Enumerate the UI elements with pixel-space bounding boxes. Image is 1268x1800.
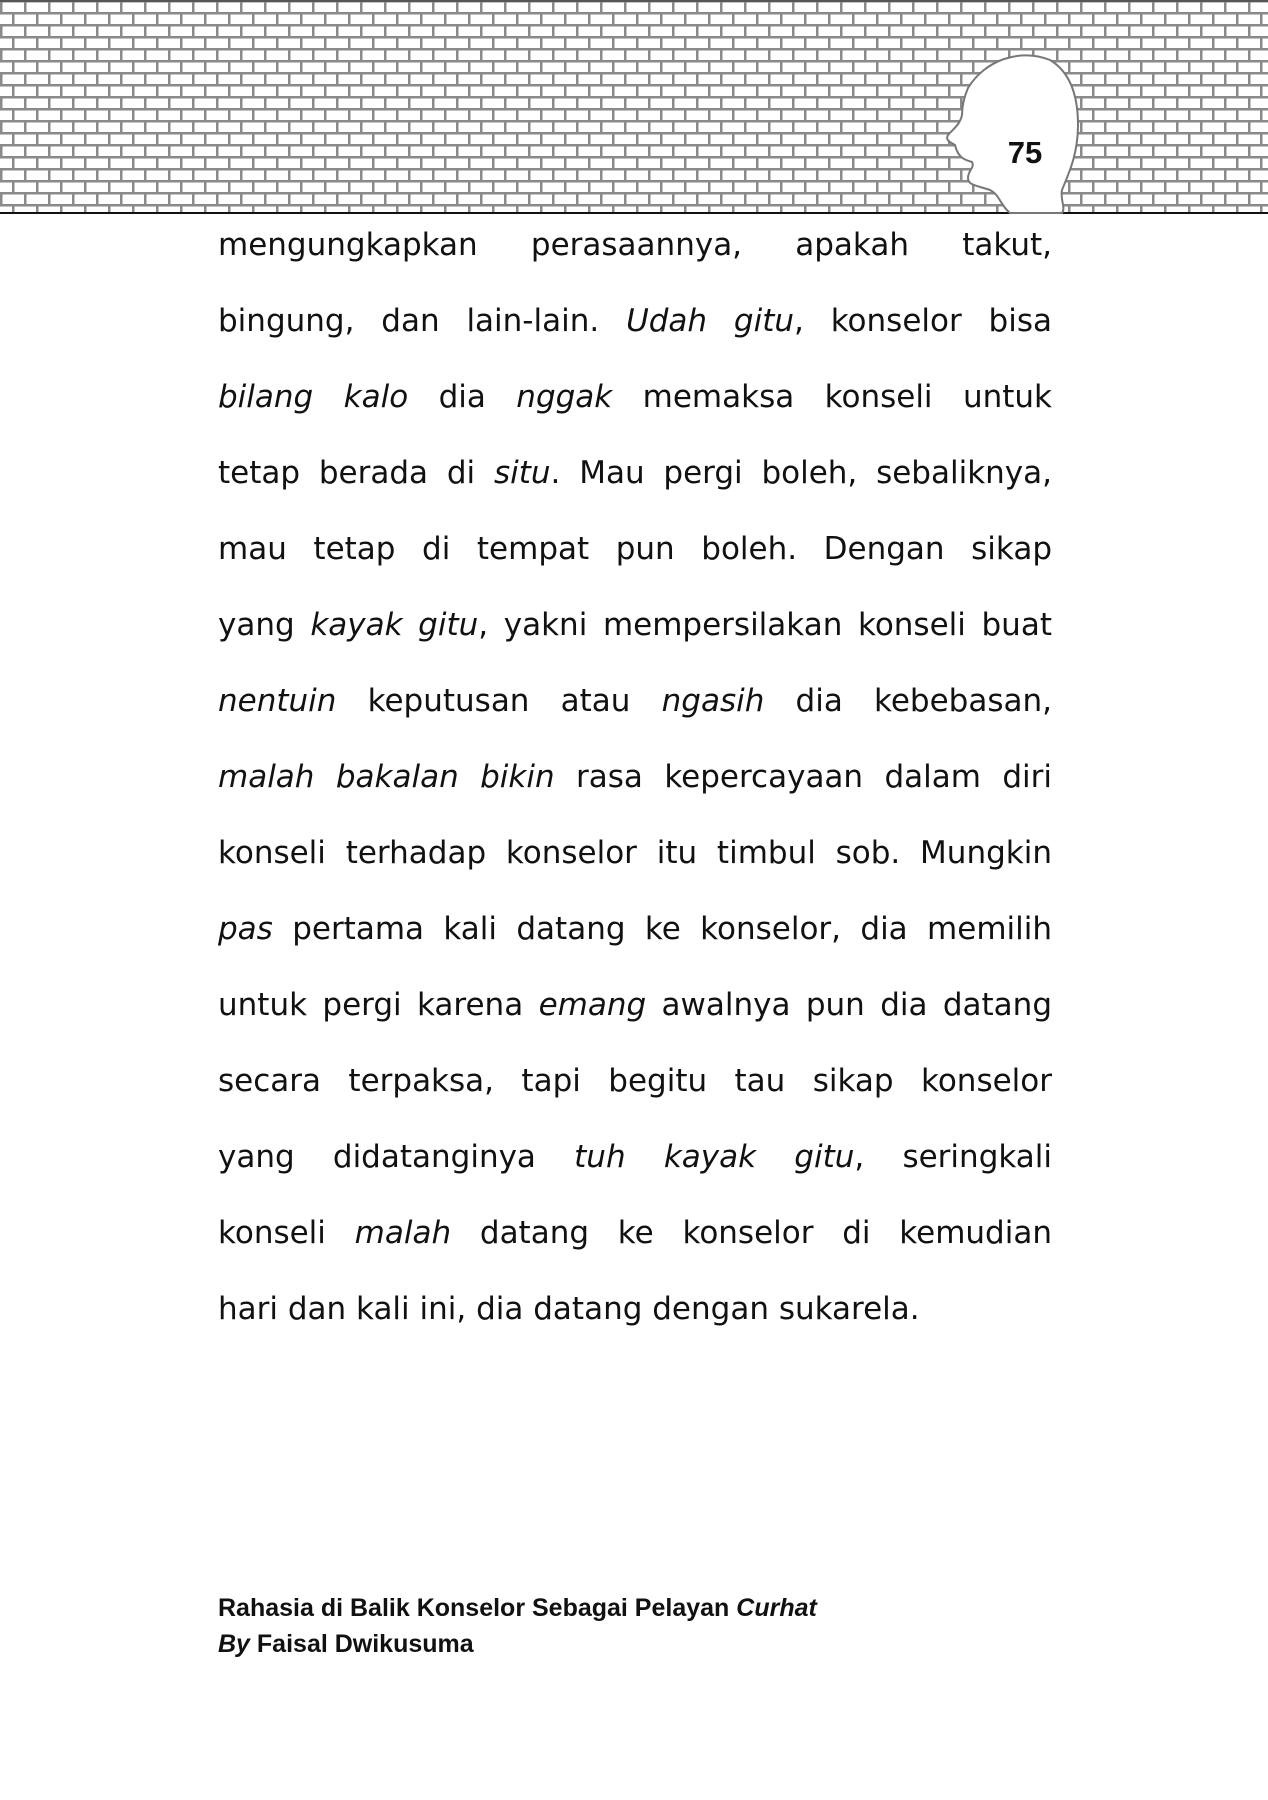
text-line [218,980,1052,1056]
text-segment: mau tetap di tempat pun boleh. Dengan sikap [218,531,1052,567]
text-segment: tetap berada di [218,455,494,491]
book-title-text: Rahasia di Balik Konselor Sebagai Pelayan [218,1594,737,1622]
text-segment: awalnya pun dia datang [646,987,1052,1023]
text-segment: secara terpaksa, tapi begitu tau sikap konselor [218,1063,1052,1099]
body-paragraph [218,220,1052,1360]
text-segment: bingung, dan lain-lain. [218,303,627,339]
text-segment: dia [408,379,517,415]
text-line [218,524,1052,600]
text-segment: datang ke konselor di kemudian [451,1215,1052,1251]
page-header [0,0,1268,215]
text-segment: . Mau pergi boleh, sebaliknya, [550,455,1053,491]
text-segment: pertama kali datang ke konselor, dia memilih [272,911,1052,947]
text-segment: hari dan kali ini, dia datang dengan sukarela. [218,1291,920,1327]
text-line [218,1056,1052,1132]
text-segment: keputusan atau [336,683,662,719]
text-segment: , yakni mempersilakan konseli buat [478,607,1052,643]
text-segment: rasa kepercayaan dalam diri [554,759,1053,795]
text-line [218,372,1052,448]
italic-text: nentuin [218,683,337,719]
text-line [218,600,1052,676]
italic-text: ngasih [661,683,765,719]
italic-text: nggak [516,379,613,415]
italic-text: bilang kalo [218,379,409,415]
text-line [218,1284,1052,1360]
text-line [218,752,1052,828]
text-segment: dia kebebasan, [764,683,1052,719]
text-line [218,220,1052,296]
brick-wall-banner [0,0,1268,215]
italic-text: situ [493,455,551,491]
italic-text: kayak gitu [310,607,479,643]
text-line [218,448,1052,524]
text-segment: konseli terhadap konselor itu timbul sob. Mungkin [218,835,1052,871]
text-segment: yang [218,607,311,643]
text-segment: memaksa konseli untuk [612,379,1053,415]
text-line [218,1208,1052,1284]
by-label: By [218,1630,250,1658]
text-segment: mengungkapkan perasaannya, apakah takut, [218,227,1052,263]
italic-text: tuh kayak gitu [574,1139,855,1175]
text-line [218,676,1052,752]
text-line [218,828,1052,904]
book-author [218,1626,817,1662]
footer [218,1590,817,1662]
text-line [218,296,1052,372]
italic-text: malah bakalan bikin [218,759,555,795]
text-segment: untuk pergi karena [218,987,539,1023]
text-line [218,1132,1052,1208]
italic-text: Udah gitu [626,303,795,339]
text-segment: konseli [218,1215,355,1251]
author-name: Faisal Dwikusuma [249,1630,474,1658]
text-segment: , seringkali [854,1139,1052,1175]
italic-text: malah [354,1215,452,1251]
book-title-italic: Curhat [736,1594,817,1622]
text-segment: , konselor bisa [794,303,1052,339]
page-number: 75 [1007,135,1043,170]
italic-text: pas [218,911,273,947]
italic-text: emang [538,987,647,1023]
book-title [218,1590,817,1626]
text-line [218,904,1052,980]
text-segment: yang didatanginya [218,1139,575,1175]
